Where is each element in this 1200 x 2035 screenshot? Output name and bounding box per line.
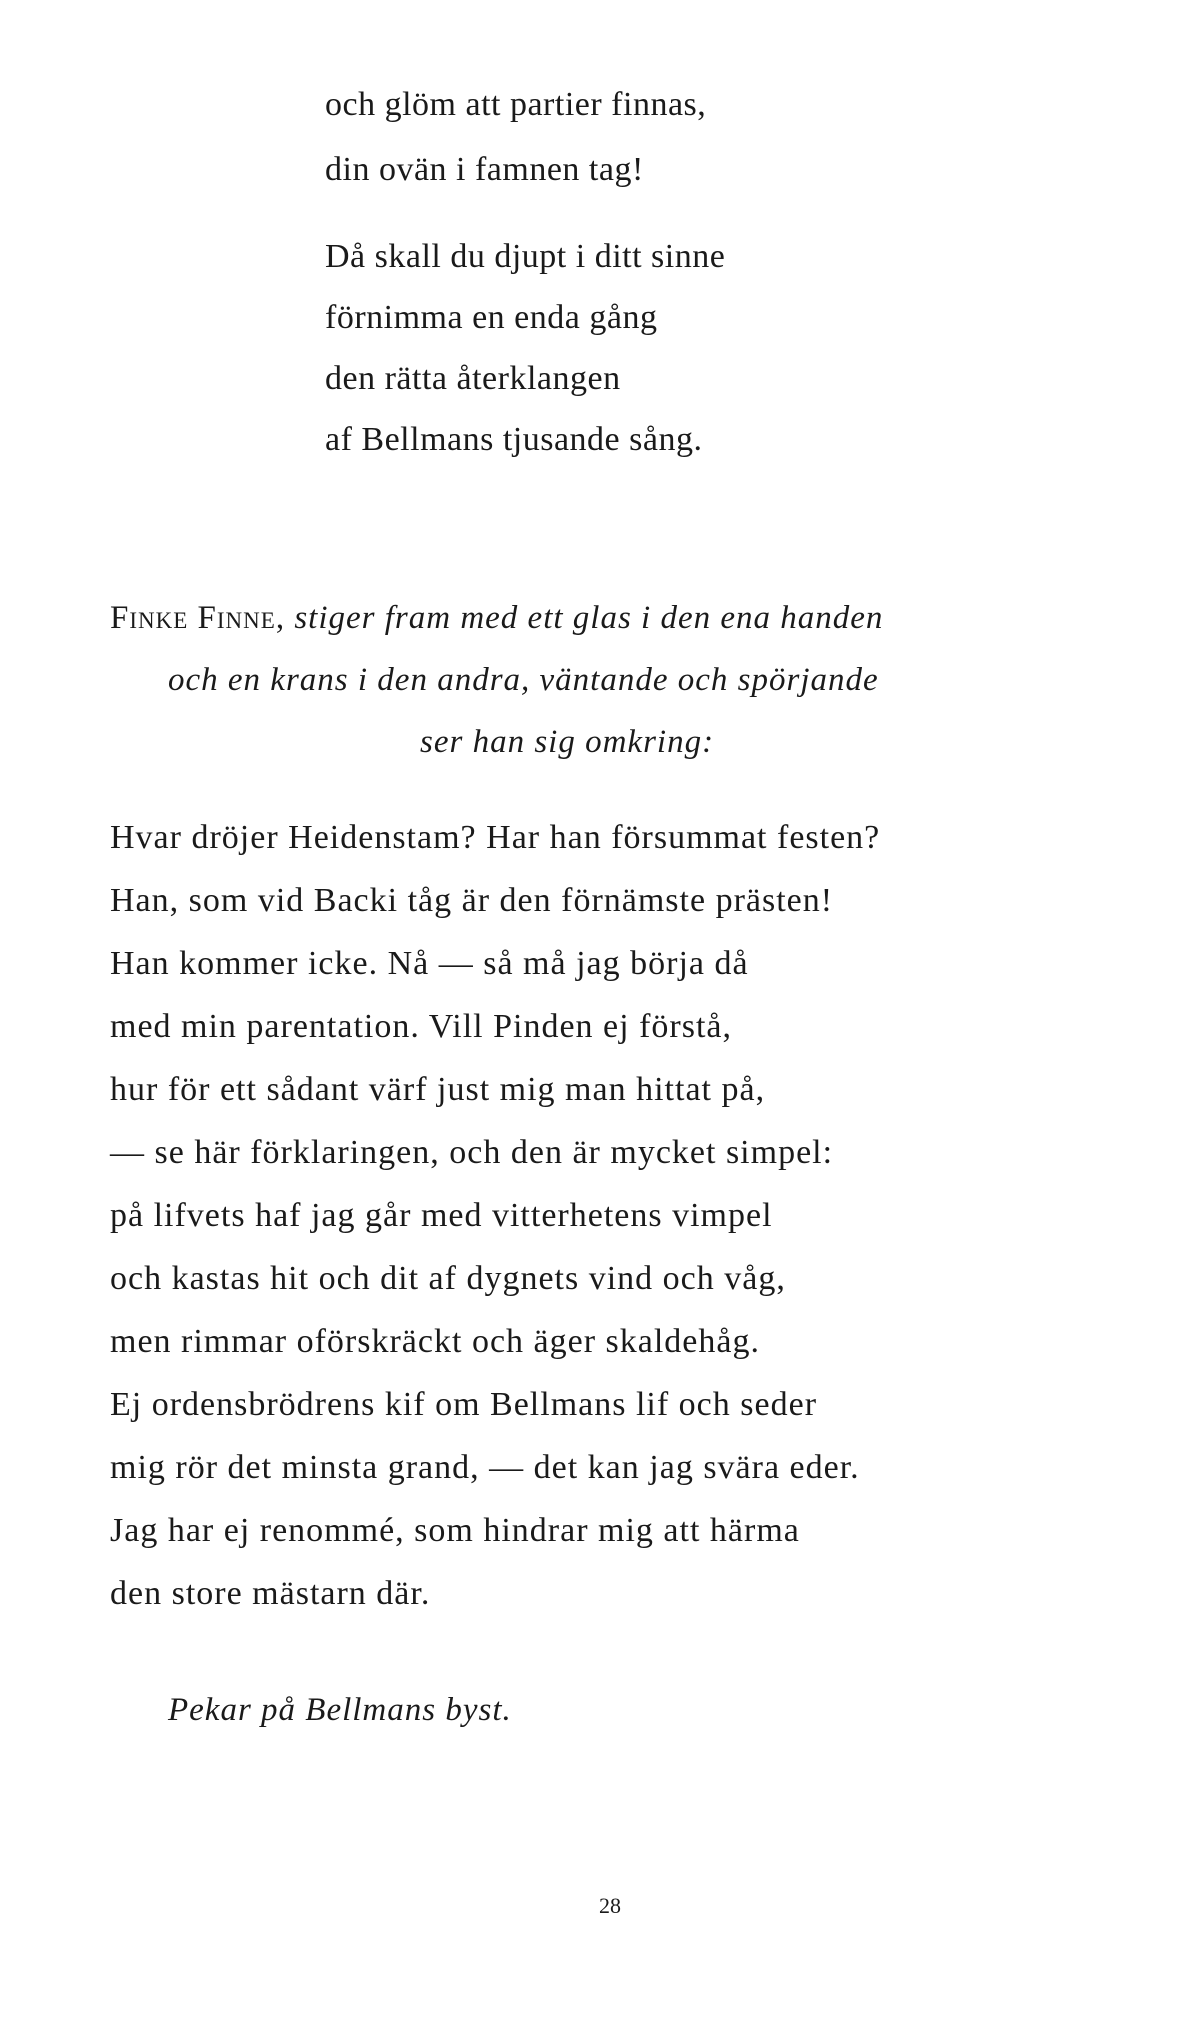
- speech-line: Han, som vid Backi tåg är den förnämste prästen!: [110, 882, 834, 919]
- speaker-name: Finke Finne,: [110, 600, 286, 636]
- verse-line: af Bellmans tjusande sång.: [325, 421, 703, 458]
- speech-line: Hvar dröjer Heidenstam? Har han försummat festen?: [110, 819, 881, 856]
- speech-line: men rimmar oförskräckt och äger skaldehåg.: [110, 1323, 760, 1360]
- speech-line: — se här förklaringen, och den är mycket simpel:: [110, 1134, 834, 1171]
- speech-line: hur för ett sådant värf just mig man hittat på,: [110, 1071, 766, 1108]
- verse-line: den rätta återklangen: [325, 360, 621, 397]
- stage-direction-line-3: ser han sig omkring:: [420, 724, 715, 760]
- closing-stage-direction: Pekar på Bellmans byst.: [168, 1692, 512, 1728]
- verse-line: din ovän i famnen tag!: [325, 151, 644, 188]
- stage-direction-line-2: och en krans i den andra, väntande och spörjande: [168, 662, 879, 698]
- verse-line: och glöm att partier finnas,: [325, 86, 707, 123]
- stage-direction-text: stiger fram med ett glas i den ena handen: [294, 600, 884, 636]
- speech-line: mig rör det minsta grand, — det kan jag svära eder.: [110, 1449, 860, 1486]
- verse-line: förnimma en enda gång: [325, 299, 658, 336]
- speech-line: den store mästarn där.: [110, 1575, 431, 1612]
- speech-line: Han kommer icke. Nå — så må jag börja då: [110, 945, 749, 982]
- speech-line: och kastas hit och dit af dygnets vind och våg,: [110, 1260, 786, 1297]
- verse-line: Då skall du djupt i ditt sinne: [325, 238, 726, 275]
- speech-line: på lifvets haf jag går med vitterhetens vimpel: [110, 1197, 773, 1234]
- speech-line: Ej ordensbrödrens kif om Bellmans lif och seder: [110, 1386, 818, 1423]
- page-number: 28: [599, 1893, 621, 1918]
- speech-line: Jag har ej renommé, som hindrar mig att härma: [110, 1512, 800, 1549]
- speech-line: med min parentation. Vill Pinden ej förstå,: [110, 1008, 732, 1045]
- stage-direction-line-1: [110, 598, 883, 638]
